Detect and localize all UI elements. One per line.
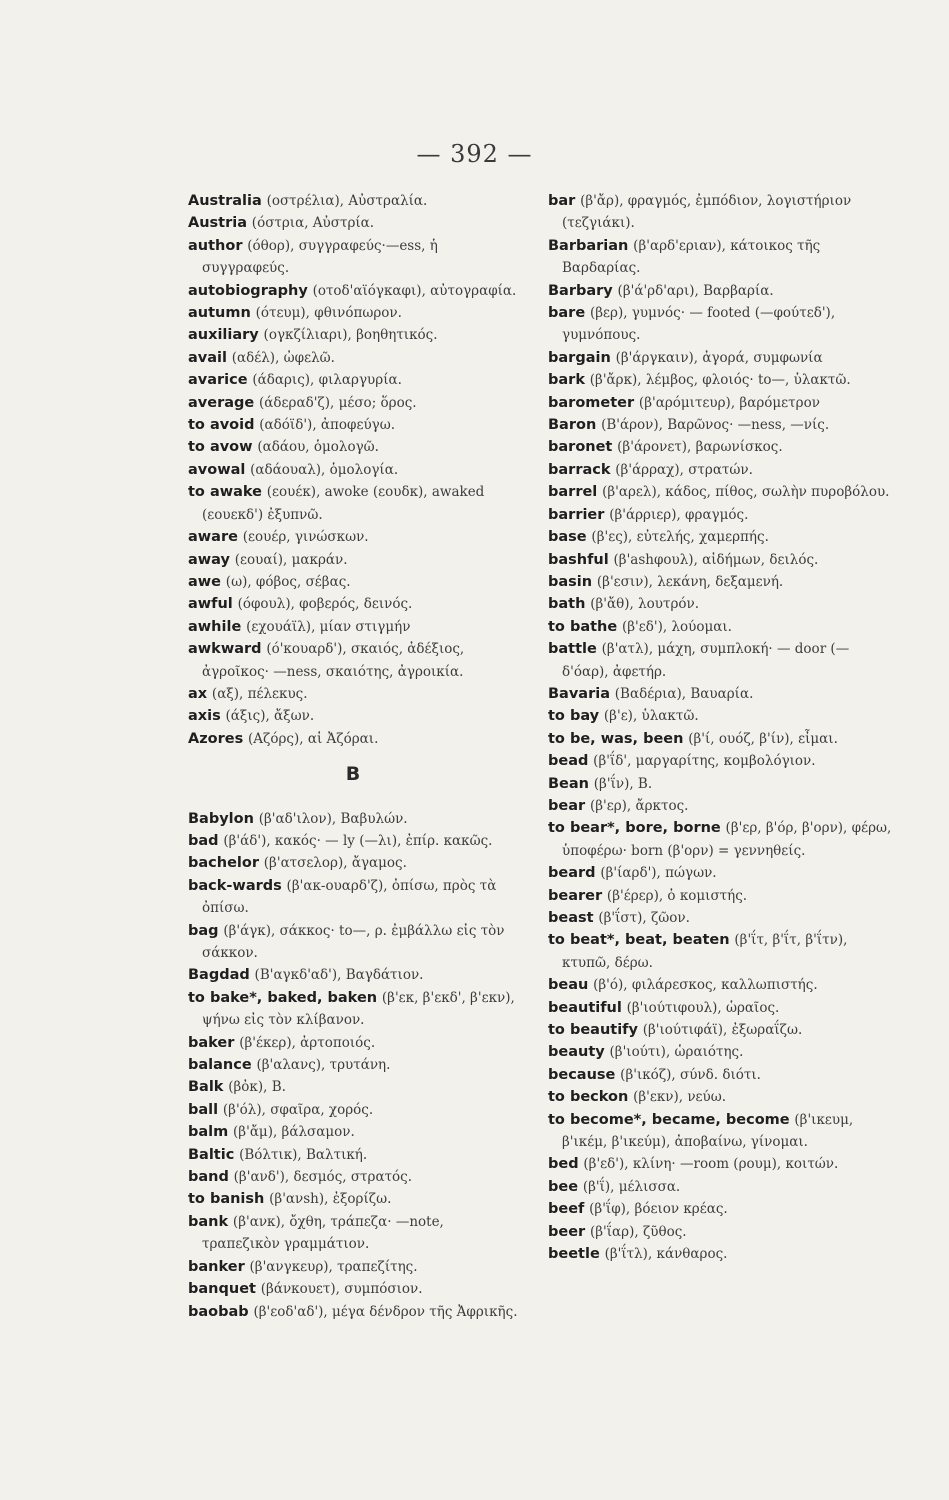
entry-definition: (αδέλ), ὠφελῶ.: [231, 349, 335, 366]
entry-headword: bachelor: [188, 855, 259, 872]
entry-definition: (β'εδ'), κλίνη· —room (ρουμ), κοιτών.: [583, 1156, 839, 1173]
entry-definition: (β'άρονετ), βαρωνίσκος.: [617, 439, 783, 456]
entry-headword: base: [548, 529, 587, 546]
dictionary-entry: [548, 1243, 893, 1265]
entry-definition: (εουαί), μακράν.: [234, 551, 348, 568]
dictionary-entry: [548, 593, 893, 615]
entry-headword: basin: [548, 573, 593, 590]
dictionary-entry: [188, 852, 518, 874]
dictionary-entry: [548, 862, 893, 884]
entry-headword: to bear*, bore, borne: [548, 820, 721, 837]
entry-headword: banker: [188, 1258, 245, 1275]
entry-definition: (εουέκ), awoke (εουδκ), awaked (εουεκδ') ἐξυπνῶ.: [202, 484, 485, 523]
entry-definition: (β'έρερ), ὁ κομιστής.: [606, 887, 748, 904]
entry-headword: bashful: [548, 551, 609, 568]
dictionary-entry: [188, 212, 518, 234]
entry-definition: (βάνκουετ), συμπόσιον.: [260, 1281, 423, 1298]
entry-headword: Balk: [188, 1079, 224, 1096]
dictionary-entry: [188, 392, 518, 414]
entry-headword: baobab: [188, 1303, 249, 1320]
entry-headword: bed: [548, 1156, 579, 1173]
section-letter: B: [345, 763, 361, 786]
entry-definition: (βερ), γυμνός· — footed (—φούτεδ'), γυμνόπους.: [562, 305, 836, 344]
entry-headword: bargain: [548, 349, 611, 366]
entry-headword: aware: [188, 529, 238, 546]
entry-definition: (οστρέλια), Αὐστραλία.: [266, 193, 428, 209]
entry-definition: (β'αλανς), τρυτάνη.: [256, 1057, 391, 1074]
dictionary-entry: [188, 593, 518, 615]
entry-definition: (β'άγκ), σάκκος· to—, ρ. ἐμβάλλω εἰς τὸν σάκκον.: [202, 922, 505, 961]
page-number: — 392 —: [416, 140, 533, 168]
entry-definition: (β'άδ'), κακός· — ly (—λι), ἐπίρ. κακῶς.: [223, 832, 493, 849]
entry-definition: (β'ες), εὐτελής, χαμερπής.: [591, 529, 769, 546]
dictionary-entry: [548, 817, 893, 862]
entry-headword: beast: [548, 910, 594, 926]
entry-headword: beef: [548, 1201, 585, 1218]
entry-definition: (Β'αγκδ'αδ'), Βαγδάτιον.: [254, 967, 424, 984]
dictionary-entry: [548, 1109, 893, 1154]
dictionary-entry: [188, 324, 518, 346]
entry-definition: (άδεραδ'ζ), μέσο; ὅρος.: [259, 394, 417, 411]
dictionary-entry: [188, 347, 518, 369]
entry-headword: battle: [548, 641, 597, 658]
dictionary-entry: [548, 302, 893, 347]
entry-headword: Bean: [548, 775, 589, 792]
entry-definition: (β'ΐφ), βόειον κρέας.: [589, 1201, 728, 1218]
entry-headword: bad: [188, 832, 219, 849]
entry-definition: (β'ά'ρδ'αρι), Βαρβαρία.: [617, 282, 774, 299]
entry-definition: (β'ΐν), Β.: [593, 775, 653, 792]
dictionary-entry: [188, 1188, 518, 1210]
entry-headword: bar: [548, 193, 576, 209]
entry-definition: (β'ικευμ, β'ικέμ, β'ικεύμ), ἀποβαίνω, γίνομαι.: [562, 1111, 854, 1151]
entry-headword: to be, was, been: [548, 730, 684, 747]
dictionary-entry: [188, 369, 518, 391]
entry-definition: (β'άργκαιν), ἀγορά, συμφωνία: [615, 349, 823, 366]
entry-definition: (β'ΐτλ), κάνθαρος.: [604, 1246, 728, 1263]
dictionary-entry: [188, 1144, 518, 1166]
entry-definition: (β'ιούτιφουλ), ὡραῖος.: [626, 999, 780, 1016]
entry-headword: beau: [548, 977, 589, 994]
entry-headword: Australia: [188, 193, 262, 209]
dictionary-entry: [548, 638, 893, 683]
entry-definition: (β'ἄρκ), λέμβος, φλοιός· to—, ὑλακτῶ.: [589, 372, 851, 389]
dictionary-entry: [188, 571, 518, 593]
entry-headword: bead: [548, 753, 589, 770]
dictionary-entry: [188, 1121, 518, 1143]
entry-headword: to bathe: [548, 618, 618, 635]
dictionary-entry: [548, 459, 893, 481]
entry-definition: (Βαδέρια), Βαυαρία.: [614, 685, 754, 702]
dictionary-entry: [188, 683, 518, 705]
entry-headword: awe: [188, 573, 222, 590]
entry-headword: bare: [548, 305, 586, 322]
entry-headword: banquet: [188, 1281, 256, 1298]
dictionary-entry: [548, 974, 893, 996]
entry-headword: balance: [188, 1057, 252, 1074]
entry-definition: (άδαρις), φιλαργυρία.: [252, 372, 402, 389]
entry-headword: awkward: [188, 641, 262, 658]
entry-definition: (όστρια, Αὐστρία.: [251, 215, 375, 232]
entry-headword: back-wards: [188, 877, 282, 894]
entry-headword: autobiography: [188, 282, 308, 299]
dictionary-entry: [188, 964, 518, 986]
dictionary-entry: [548, 907, 893, 929]
entry-headword: avarice: [188, 372, 248, 389]
entry-definition: (β'όλ), σφαῖρα, χορός.: [222, 1101, 374, 1118]
entry-headword: awhile: [188, 618, 242, 635]
entry-definition: (β'ί, ουόζ, β'ίν), εἶμαι.: [688, 730, 838, 747]
dictionary-entry: [188, 1076, 518, 1098]
entry-headword: bark: [548, 372, 585, 389]
entry-headword: to become*, became, become: [548, 1111, 790, 1128]
entry-headword: to beautify: [548, 1022, 638, 1039]
dictionary-entry: [188, 1278, 518, 1300]
entry-definition: (β'ΐστ), ζῶον.: [598, 910, 690, 926]
entry-headword: away: [188, 551, 230, 568]
dictionary-entry: [188, 190, 518, 212]
entry-headword: Baltic: [188, 1146, 235, 1163]
dictionary-entry: [548, 280, 893, 302]
entry-definition: (β'ανδ'), δεσμός, στρατός.: [233, 1169, 413, 1186]
entry-headword: auxiliary: [188, 327, 259, 344]
dictionary-entry: [548, 929, 893, 974]
entry-definition: (εχουάϊλ), μίαν στιγμήν: [246, 618, 411, 635]
dictionary-entry: [188, 1301, 518, 1323]
entry-headword: barrel: [548, 484, 598, 501]
entry-headword: average: [188, 394, 255, 411]
dictionary-entry: [188, 414, 518, 436]
entry-definition: (β'ατλ), μάχη, συμπλοκή· — door (—δ'όαρ), ἀφετήρ.: [562, 641, 850, 680]
entry-headword: Azores: [188, 730, 244, 747]
entry-headword: baker: [188, 1034, 235, 1051]
dictionary-entry: [548, 1064, 893, 1086]
dictionary-entry: [188, 875, 518, 920]
entry-headword: avowal: [188, 461, 246, 478]
dictionary-entry: [548, 728, 893, 750]
entry-headword: baronet: [548, 439, 613, 456]
dictionary-entry: [548, 504, 893, 526]
dictionary-entry: [548, 347, 893, 369]
entry-definition: (β'ΐδ', μαργαρίτης, κομβολόγιον.: [593, 753, 816, 770]
dictionary-entry: [188, 1054, 518, 1076]
dictionary-entry: [548, 235, 893, 280]
dictionary-entry: [548, 1176, 893, 1198]
entry-headword: ball: [188, 1101, 219, 1118]
dictionary-entry: [188, 616, 518, 638]
entry-headword: because: [548, 1066, 616, 1083]
entry-definition: (β'ιούτιφάϊ), ἐξωραΐζω.: [642, 1022, 803, 1039]
dictionary-entry: [188, 1166, 518, 1188]
entry-headword: bath: [548, 596, 586, 613]
entry-definition: (ότευμ), φθινόπωρον.: [255, 305, 402, 322]
entry-definition: (β'άρριερ), φραγμός.: [609, 506, 749, 523]
left-column: [188, 190, 518, 1323]
entry-definition: (β'ακ-ουαρδ'ζ), ὀπίσω, πρὸς τὰ ὀπίσω.: [202, 877, 497, 917]
entry-definition: (β'αρελ), κάδος, πίθος, σωλὴν πυροβόλου.: [602, 484, 890, 501]
dictionary-entry: [548, 369, 893, 391]
entry-definition: (β'ερ), ἄρκτος.: [589, 797, 689, 814]
dictionary-entry: [188, 280, 518, 302]
dictionary-entry: [548, 526, 893, 548]
entry-definition: (όθορ), συγγραφεύς·—ess, ἡ συγγραφεύς.: [202, 237, 438, 277]
entry-definition: (β'ΐ), μέλισσα.: [582, 1178, 681, 1195]
dictionary-entry: [188, 1032, 518, 1054]
entry-headword: author: [188, 237, 243, 254]
entry-definition: (β'εκ, β'εκδ', β'εκν), ψήνω εἰς τὸν κλίβανον.: [202, 989, 515, 1029]
entry-definition: (ό'κουαρδ'), σκαιός, ἀδέξιος, ἀγροῖκος· —ness, σκαιότης, ἀγροικία.: [202, 641, 465, 680]
entry-definition: (Β'άρον), Βαρῶνος· —ness, —νίς.: [601, 417, 830, 434]
entry-headword: to avoid: [188, 417, 255, 434]
entry-definition: (β'ανγκευρ), τραπεζίτης.: [249, 1258, 418, 1275]
dictionary-entry: [548, 436, 893, 458]
dictionary-entry: [548, 705, 893, 727]
right-column: [548, 190, 893, 1266]
dictionary-entry: [548, 1153, 893, 1175]
dictionary-entry: [548, 683, 893, 705]
entry-definition: (β'ανκ), ὄχθη, τράπεζα· —note, τραπεζικὸν γραμμάτιον.: [202, 1213, 444, 1253]
entry-headword: to bay: [548, 708, 600, 725]
entry-headword: Baron: [548, 417, 597, 434]
entry-headword: bearer: [548, 887, 603, 904]
entry-headword: beetle: [548, 1246, 600, 1263]
entry-headword: bee: [548, 1178, 579, 1195]
entry-definition: (Βόλτικ), Βαλτική.: [239, 1146, 368, 1163]
dictionary-entry: [188, 1211, 518, 1256]
entry-definition: (βὀκ), Β.: [228, 1079, 286, 1096]
entry-definition: (β'ἄθ), λουτρόν.: [590, 596, 700, 613]
entries-right-list: [548, 190, 893, 1266]
entry-headword: barometer: [548, 394, 635, 411]
entry-definition: (β'ιούτι), ὡραιότης.: [609, 1044, 744, 1061]
dictionary-entry: [548, 549, 893, 571]
entry-headword: Babylon: [188, 810, 254, 827]
entry-definition: (β'αρδ'εριαν), κάτοικος τῆς Βαρδαρίας.: [562, 237, 821, 277]
dictionary-entry: [188, 549, 518, 571]
entry-headword: to bake*, baked, baken: [188, 989, 378, 1006]
dictionary-entry: [188, 987, 518, 1032]
dictionary-entry: [548, 190, 893, 235]
entry-definition: (β'ικόζ), σύνδ. διότι.: [620, 1066, 761, 1083]
entry-definition: (β'ανsh), ἐξορίζω.: [269, 1191, 392, 1208]
entry-definition: (όφουλ), φοβερός, δεινός.: [237, 596, 413, 613]
dictionary-entry: [548, 616, 893, 638]
dictionary-entry: [188, 1256, 518, 1278]
entry-headword: band: [188, 1169, 229, 1186]
dictionary-entry: [188, 830, 518, 852]
entry-definition: (β'έκερ), ἀρτοποιός.: [239, 1034, 376, 1051]
entry-headword: to beat*, beat, beaten: [548, 932, 730, 949]
entry-definition: (β'εδ'), λούομαι.: [621, 618, 732, 635]
entry-definition: (β'ἄμ), βάλσαμον.: [233, 1124, 355, 1141]
dictionary-entry: [188, 808, 518, 830]
entry-headword: ax: [188, 685, 208, 702]
dictionary-entry: [548, 885, 893, 907]
entry-definition: (ογκζίλιαρι), βοηθητικός.: [263, 327, 438, 344]
dictionary-entry: [548, 1198, 893, 1220]
entry-definition: (β'ίαρδ'), πώγων.: [600, 865, 717, 882]
entries-a-list: [188, 190, 518, 750]
entry-definition: (β'ἄρ), φραγμός, ἐμπόδιον, λογιστήριον (τεζγιάκι).: [562, 193, 852, 232]
dictionary-entry: [548, 571, 893, 593]
entry-definition: (αξ), πέλεκυς.: [211, 685, 308, 702]
entry-definition: (β'ερ, β'όρ, β'ορν), φέρω, ὑποφέρω· born (β'ορν) = γεννηθείς.: [562, 820, 892, 859]
entry-definition: (β'ατσελορ), ἄγαμος.: [263, 855, 407, 872]
entry-headword: beer: [548, 1223, 586, 1240]
entry-definition: (άξις), ἄξων.: [225, 708, 315, 725]
entry-definition: (β'αδ'ιλον), Βαβυλών.: [258, 810, 408, 827]
entry-definition: (β'εκν), νεύω.: [633, 1089, 727, 1106]
entry-headword: avail: [188, 349, 227, 366]
entry-headword: bank: [188, 1213, 229, 1230]
dictionary-entry: [188, 526, 518, 548]
dictionary-entry: [188, 235, 518, 280]
dictionary-entry: [548, 1019, 893, 1041]
dictionary-entry: [188, 1099, 518, 1121]
entry-headword: awful: [188, 596, 233, 613]
entry-headword: bear: [548, 797, 586, 814]
dictionary-entry: [188, 436, 518, 458]
entry-definition: (Αζόρς), αἱ Ἀζόραι.: [248, 730, 379, 747]
entries-b-list: [188, 808, 518, 1323]
entry-headword: to awake: [188, 484, 262, 501]
entry-definition: (β'εσιν), λεκάνη, δεξαμενή.: [596, 573, 784, 590]
entry-definition: (ω), φόβος, σέβας.: [225, 573, 351, 590]
entry-definition: (β'ΐτ, β'ΐτ, β'ΐτν), κτυπῶ, δέρω.: [562, 932, 848, 971]
entry-headword: beauty: [548, 1044, 605, 1061]
dictionary-entry: [548, 773, 893, 795]
entry-definition: (αδάουαλ), ὁμολογία.: [250, 461, 399, 478]
dictionary-entry: [188, 705, 518, 727]
dictionary-entry: [548, 795, 893, 817]
dictionary-entry: [548, 414, 893, 436]
entry-headword: Bavaria: [548, 685, 610, 702]
dictionary-entry: [188, 728, 518, 750]
dictionary-entry: [188, 302, 518, 324]
entry-definition: (β'αρόμιτευρ), βαρόμετρον: [638, 394, 820, 411]
dictionary-entry: [548, 392, 893, 414]
entry-headword: Barbary: [548, 282, 613, 299]
entry-headword: barrack: [548, 461, 611, 478]
entry-definition: (οτοδ'αϊόγκαφι), αὐτογραφία.: [312, 282, 517, 299]
entry-headword: beautiful: [548, 999, 622, 1016]
entry-definition: (β'άρραχ), στρατών.: [615, 461, 753, 478]
dictionary-entry: [188, 920, 518, 965]
entry-headword: bag: [188, 922, 219, 939]
entry-headword: axis: [188, 708, 221, 725]
entry-definition: (αδόϊδ'), ἀποφεύγω.: [259, 417, 396, 434]
entry-headword: to beckon: [548, 1089, 629, 1106]
dictionary-entry: [548, 750, 893, 772]
entry-headword: Austria: [188, 215, 248, 232]
entry-headword: beard: [548, 865, 596, 882]
dictionary-entry: [188, 481, 518, 526]
entry-definition: (αδάου, ὁμολογῶ.: [257, 439, 379, 456]
dictionary-entry: [188, 459, 518, 481]
entry-definition: (εουέρ, γινώσκων.: [242, 529, 369, 546]
entry-definition: (β'ΐαρ), ζῦθος.: [589, 1223, 687, 1240]
dictionary-entry: [548, 1086, 893, 1108]
entry-headword: autumn: [188, 305, 251, 322]
dictionary-entry: [548, 481, 893, 503]
entry-definition: (β'εοδ'αδ'), μέγα δένδρον τῆς Ἀφρικῆς.: [253, 1303, 518, 1320]
entry-headword: barrier: [548, 506, 605, 523]
entry-definition: (β'ashφουλ), αἰδήμων, δειλός.: [613, 551, 819, 568]
dictionary-entry: [548, 997, 893, 1019]
entry-headword: Bagdad: [188, 967, 250, 984]
dictionary-entry: [548, 1221, 893, 1243]
dictionary-entry: [548, 1041, 893, 1063]
entry-headword: to avow: [188, 439, 253, 456]
dictionary-entry: [188, 638, 518, 683]
entry-headword: to banish: [188, 1191, 265, 1208]
entry-headword: Barbarian: [548, 237, 629, 254]
entry-definition: (β'ό), φιλάρεσκος, καλλωπιστής.: [593, 977, 818, 994]
entry-headword: balm: [188, 1124, 229, 1141]
entry-definition: (β'ε), ὑλακτῶ.: [603, 708, 699, 725]
